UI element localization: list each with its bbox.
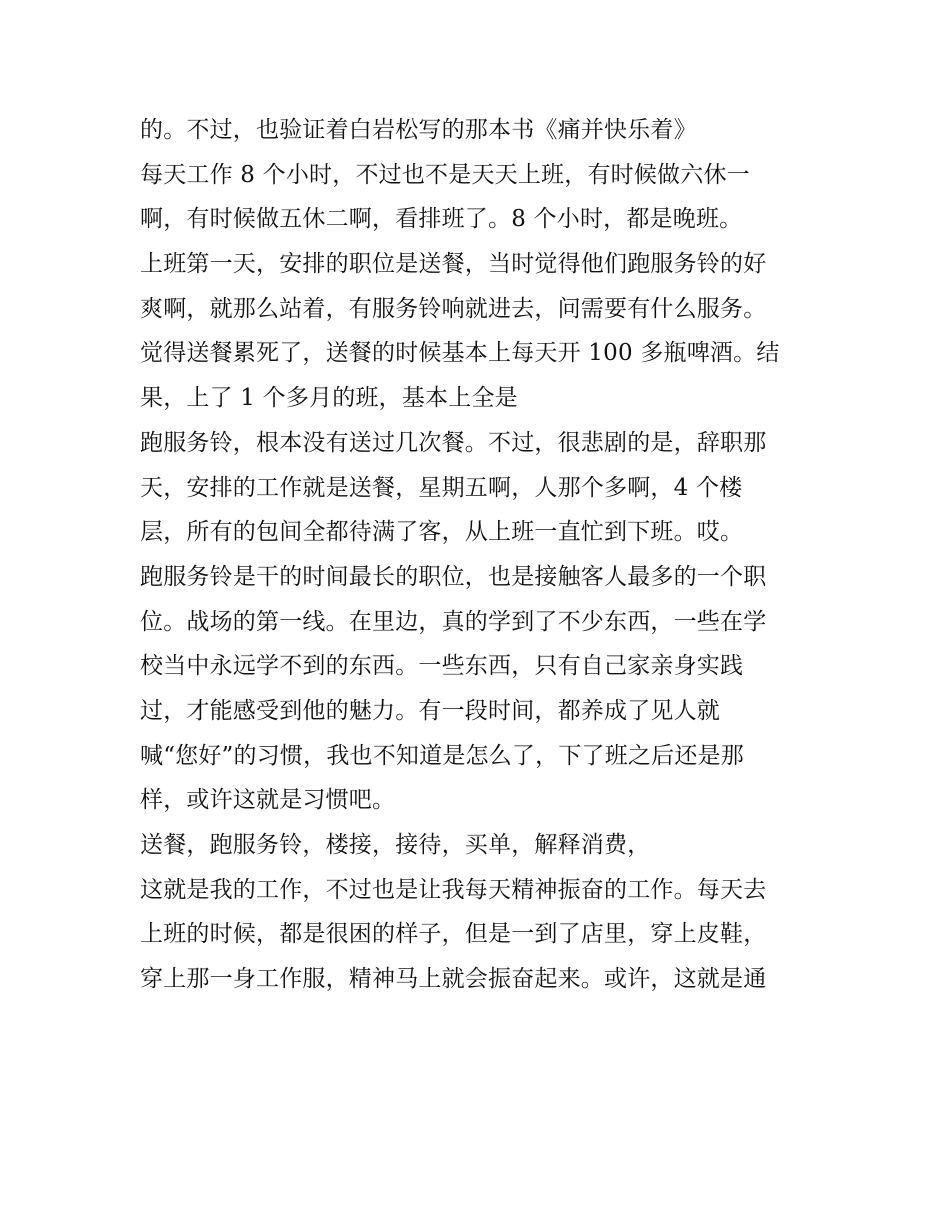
text-line: 喊“您好”的习惯，我也不知道是怎么了，下了班之后还是那	[140, 742, 744, 769]
text-line: 位。战场的第一线。在里边，真的学到了不少东西，一些在学	[140, 608, 767, 635]
text-line: 啊，有时候做五休二啊，看排班了。8 个小时，都是晚班。	[140, 206, 743, 233]
text-line: 送餐，跑服务铃，楼接，接待，买单，解释消费，	[140, 832, 651, 858]
text-line: 穿上那一身工作服，精神马上就会振奋起来。或许，这就是通	[140, 966, 767, 993]
text-line: 上班的时候，都是很困的样子，但是一到了店里，穿上皮鞋，	[140, 921, 767, 948]
text-line: 每天工作 8 个小时，不过也不是天天上班，有时候做六休一	[140, 161, 750, 188]
text-line: 跑服务铃是干的时间最长的职位，也是接触客人最多的一个职	[140, 563, 767, 590]
text-line: 爽啊，就那么站着，有服务铃响就进去，问需要有什么服务。	[140, 295, 767, 322]
text-line: 上班第一天，安排的职位是送餐，当时觉得他们跑服务铃的好	[140, 251, 767, 278]
text-line: 跑服务铃，根本没有送过几次餐。不过，很悲剧的是，辞职那	[140, 429, 767, 456]
text-line: 校当中永远学不到的东西。一些东西，只有自己家亲身实践	[140, 653, 744, 680]
text-line: 果，上了 1 个多月的班，基本上全是	[140, 385, 518, 412]
text-line: 的。不过，也验证着白岩松写的那本书《痛并快乐着》	[140, 117, 697, 143]
text-line: 层，所有的包间全都待满了客，从上班一直忙到下班。哎。	[140, 519, 744, 546]
text-line: 过，才能感受到他的魅力。有一段时间，都养成了见人就	[140, 697, 720, 724]
text-line: 这就是我的工作，不过也是让我每天精神振奋的工作。每天去	[140, 876, 767, 903]
text-line: 天，安排的工作就是送餐，星期五啊，人那个多啊，4 个楼	[140, 474, 743, 501]
body-text	[140, 108, 830, 1002]
text-line: 样，或许这就是习惯吧。	[140, 787, 396, 814]
text-line: 觉得送餐累死了，送餐的时候基本上每天开 100 多瓶啤酒。结	[140, 340, 780, 367]
